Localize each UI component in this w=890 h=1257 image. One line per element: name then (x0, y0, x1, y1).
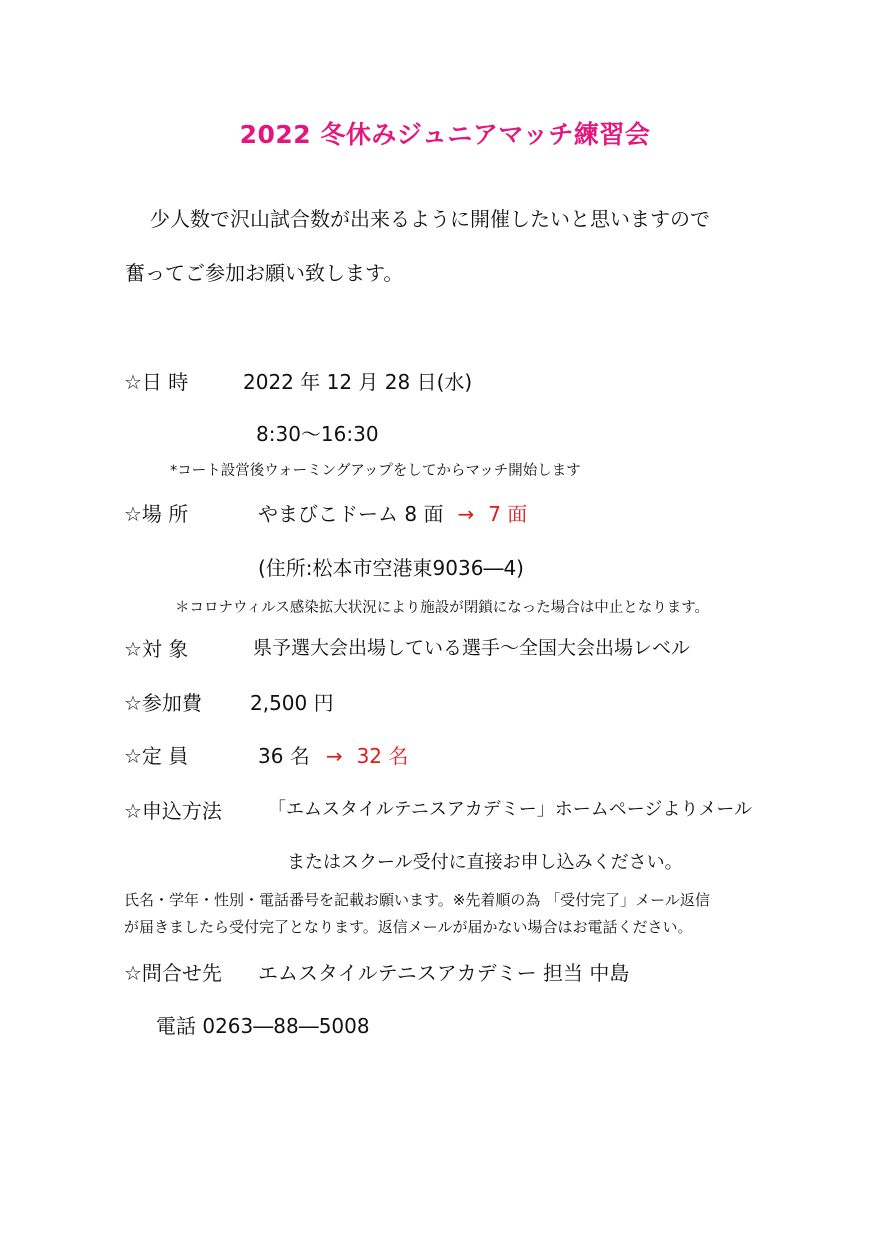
capacity-value: 36 名 (258, 744, 310, 768)
apply-value: 「エムスタイルテニスアカデミー」ホームページよりメール (268, 799, 753, 820)
date-note: *コート設営後ウォーミングアップをしてからマッチ開始します (170, 463, 581, 479)
place-label: ☆場 所 (124, 502, 189, 526)
apply-value-2: またはスクール受付に直接お申し込みください。 (287, 852, 683, 873)
date-label: ☆日 時 (124, 370, 189, 394)
place-value-line (258, 498, 527, 527)
apply-label: ☆申込方法 (124, 799, 222, 823)
contact-value: エムスタイルテニスアカデミー 担当 中島 (258, 961, 630, 985)
target-label: ☆対 象 (124, 637, 189, 661)
apply-note-2: が届きましたら受付完了となります。返信メールが届かない場合はお電話ください。 (124, 918, 693, 936)
contact-label: ☆問合せ先 (124, 961, 222, 985)
date-value: 2022 年 12 月 28 日(水) (243, 370, 473, 394)
capacity-value-line (258, 740, 408, 769)
place-address: (住所:松本市空港東9036―4) (258, 556, 524, 580)
page-title: 2022 冬休みジュニアマッチ練習会 (239, 120, 651, 149)
contact-phone: 電話 0263―88―5008 (156, 1014, 370, 1038)
intro-line-1: 少人数で沢山試合数が出来るように開催したいと思いますので (150, 207, 710, 231)
place-changed: 7 面 (488, 502, 528, 526)
intro-line-2: 奮ってご参加お願い致します。 (125, 261, 404, 285)
place-value: やまびこドーム 8 面 (258, 502, 444, 526)
place-note: ＊コロナウィルス感染拡大状況により施設が閉鎖になった場合は中止となります。 (175, 600, 710, 616)
capacity-label: ☆定 員 (124, 744, 189, 768)
target-value: 県予選大会出場している選手～全国大会出場レベル (253, 637, 691, 659)
fee-label: ☆参加費 (124, 691, 202, 715)
time-value: 8:30～16:30 (256, 422, 379, 446)
place-arrow: → (457, 502, 475, 526)
capacity-changed: 32 名 (356, 744, 409, 768)
fee-value: 2,500 円 (250, 691, 334, 715)
apply-note-1: 氏名・学年・性別・電話番号を記載お願います。※先着順の為 「受付完了」メール返信 (124, 891, 710, 909)
capacity-arrow: → (325, 744, 343, 768)
